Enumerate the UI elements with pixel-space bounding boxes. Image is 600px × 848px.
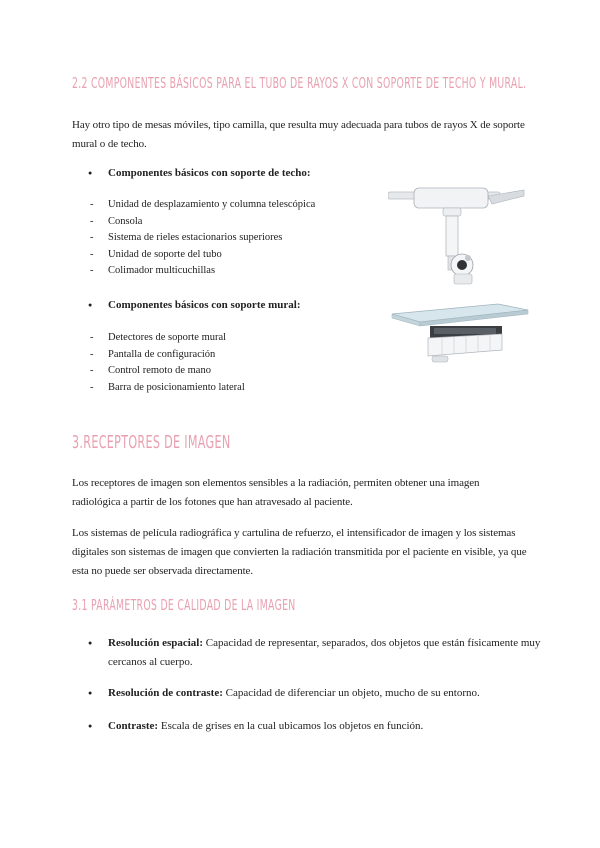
section-3-1-title: 3.1 PARÁMETROS DE CALIDAD DE LA IMAGEN	[72, 596, 296, 614]
section-3-paragraph-2: Los sistemas de película radiográfica y cartulina de refuerzo, el intensificador de imagen y los sistemas digitales son sistemas de imagen que convierten la radiación transmitida por el paciente en visible, ya que esta no puede ser observada directamente.	[72, 527, 527, 577]
wall-components-heading: ● Componentes básicos con soporte mural:	[90, 296, 301, 315]
definition: Escala de grises en la cual ubicamos los objetos en función.	[158, 720, 424, 732]
ceiling-xray-illustration	[388, 186, 528, 286]
section-3-title: 3.RECEPTORES DE IMAGEN	[72, 432, 231, 453]
list-item: - Consola	[90, 214, 315, 231]
list-item: - Detectores de soporte mural	[90, 330, 245, 347]
term: Contraste:	[108, 720, 159, 732]
term: Resolución espacial:	[108, 637, 204, 649]
definition: Capacidad de diferenciar un objeto, mucho de su entorno.	[222, 687, 480, 699]
definition: Capacidad de representar, separados, dos objetos que están físicamente muy cercanos al cuerpo.	[108, 637, 541, 668]
wall-components-list	[90, 330, 245, 396]
term: Resolución de contraste:	[108, 687, 223, 699]
section-2-2-intro: Hay otro tipo de mesas móviles, tipo camilla, que resulta muy adecuada para tubos de rayos X de soporte mural o de techo.	[72, 119, 525, 150]
section-2-2-title: 2.2 COMPONENTES BÁSICOS PARA EL TUBO DE RAYOS X CON SOPORTE DE TECHO Y MURAL.	[72, 74, 527, 92]
list-item: - Unidad de soporte del tubo	[90, 247, 315, 264]
list-item: - Control remoto de mano	[90, 363, 245, 380]
list-item: - Sistema de rieles estacionarios superiores	[90, 230, 315, 247]
list-item: - Unidad de desplazamiento y columna telescópica	[90, 197, 315, 214]
quality-parameter-item	[90, 634, 548, 672]
ceiling-components-list	[90, 197, 315, 280]
list-item: - Barra de posicionamiento lateral	[90, 380, 245, 397]
quality-parameter-item	[90, 717, 548, 736]
xray-table-illustration	[390, 300, 530, 368]
list-item: - Pantalla de configuración	[90, 347, 245, 364]
ceiling-components-heading: ● Componentes básicos con soporte de techo:	[90, 164, 311, 183]
section-3-paragraph-1: Los receptores de imagen son elementos sensibles a la radiación, permiten obtener una imagen radiológica a partir de los fotones que han atravesado al paciente.	[72, 477, 480, 508]
list-item: - Colimador multicuchillas	[90, 263, 315, 280]
quality-parameter-item	[90, 684, 548, 703]
